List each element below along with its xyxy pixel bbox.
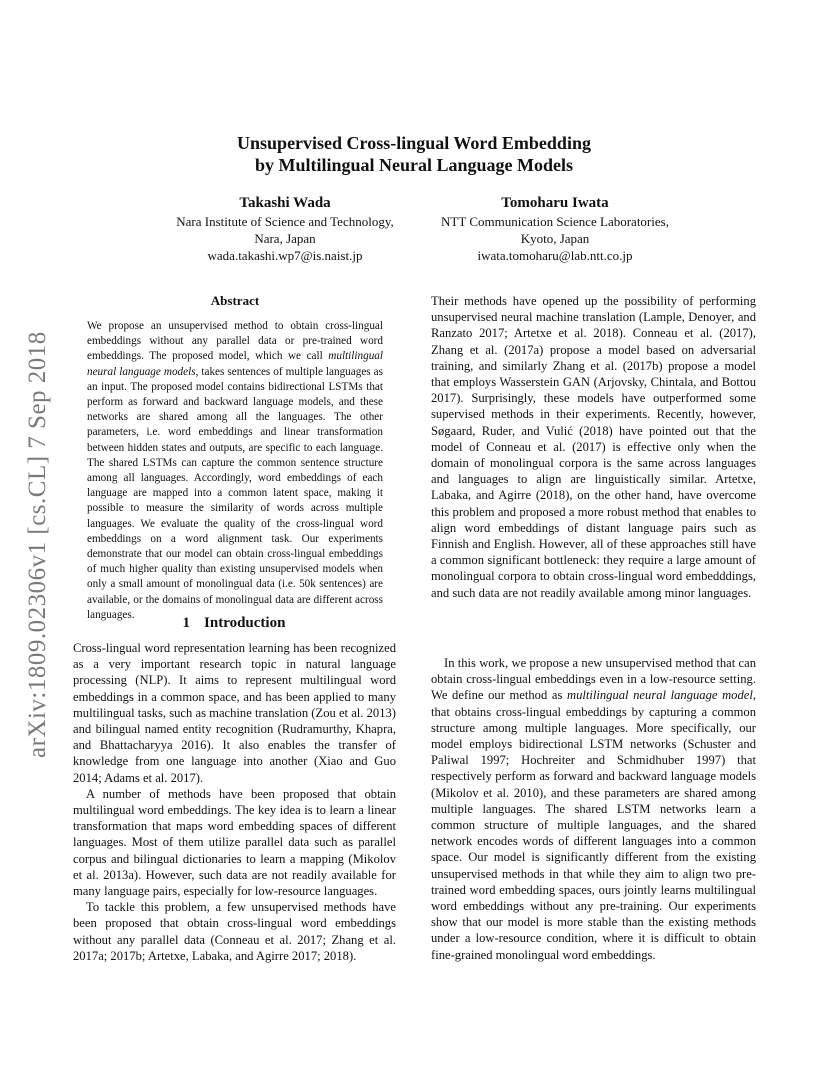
abstract-text-start: We propose an unsupervised method to obtain cross-lingual embeddings without any parallel data or pre-trained word embeddings. The proposed model, which we call (87, 320, 383, 363)
author-name: Takashi Wada (239, 195, 331, 211)
section-heading-introduction (73, 615, 395, 632)
intro-paragraph-1: Cross-lingual word representation learning has been recognized as a very important research topic in natural language processing (NLP). It aims to represent multilingual word embeddings in a common space, and has been applied to many multilingual tasks, such as machine translation (Zou et al. 2013) and bilingual named entity recognition (Rudramurthy, Khapra, and Bhattacharyya 2016). It also enables the transfer of knowledge from one language into another (Xiao and Guo 2014; Adams et al. 2017). (73, 641, 396, 785)
author-affiliation: Nara Institute of Science and Technology, (176, 214, 394, 229)
paper-title (0, 132, 828, 176)
intro-paragraph-5 (431, 655, 756, 963)
author-block-2 (390, 193, 720, 264)
paper-title-line-1: Unsupervised Cross-lingual Word Embedding (237, 133, 591, 153)
section-number: 1 (182, 615, 191, 631)
right-column-text-bottom (431, 655, 756, 963)
paper-title-line-2: by Multilingual Neural Language Models (254, 155, 574, 175)
right-column-text-top (431, 293, 756, 601)
author-affiliation: NTT Communication Science Laboratories, (441, 214, 669, 229)
abstract-body (87, 319, 383, 623)
left-column-text (73, 640, 396, 964)
author-name: Tomoharu Iwata (501, 195, 609, 211)
abstract-italic-term: multilingual neural language models (87, 350, 383, 378)
arxiv-stamp (24, 298, 54, 758)
arxiv-stamp-text: arXiv:1809.02306v1 [cs.CL] 7 Sep 2018 (24, 331, 51, 758)
section-title: Introduction (204, 615, 286, 631)
intro-paragraph-3: To tackle this problem, a few unsupervised methods have been proposed that obtain cross-lingual word embeddings without any parallel data (Conneau et al. 2017; Zhang et al. 2017a; 2017b; Artetxe, Labaka, and Agirre 2017; 2018). (73, 900, 396, 963)
author-location: Kyoto, Japan (520, 231, 590, 246)
intro-italic-term: multilingual neural language model (566, 688, 753, 703)
author-location: Nara, Japan (254, 231, 316, 246)
author-email[interactable]: iwata.tomoharu@lab.ntt.co.jp (477, 248, 633, 263)
intro-paragraph-5-start: In this work, we propose a new unsupervised method that can obtain cross-lingual embeddings even in a low-resource setting. We define our method as (431, 656, 756, 703)
abstract-heading: Abstract (210, 293, 260, 308)
intro-paragraph-4: Their methods have opened up the possibility of performing unsupervised neural machine translation (Lample, Denoyer, and Ranzato 2017; Artetxe et al. 2018). Conneau et al. (2017), Zhang et al. (2017a) propose a model based on adversarial training, and similarly Zhang et al. (2017b) propose a model that employs Wasserstein GAN (Arjovsky, Chintala, and Bottou 2017). Surprisingly, these models have outperformed some supervised methods in their experiments. Recently, however, Søgaard, Ruder, and Vulić (2018) have pointed out that the model of Conneau et al. (2017) is effective only when the domain of monolingual corpora is the same across languages and languages to align are linguistically similar. Artetxe, Labaka, and Agirre (2018), on the other hand, have overcome this problem and proposed a more robust method that enables to align word embeddings of distant language pairs such as Finnish and English. However, all of these approaches still have a common significant bottleneck: they require a large amount of monolingual corpora to obtain cross-lingual word embedddings, and such data are not readily available among minor languages. (431, 294, 756, 600)
abstract-text-end: , takes sentences of multiple languages as an input. The proposed model contains bidirectional LSTMs that perform as forward and backward language models, and these networks are shared among all the languages. The other parameters, i.e. word embeddings and linear transformation between hidden states and outputs, are specific to each language. The shared LSTMs can capture the common sentence structure among all languages. Accordingly, word embeddings of each language are mapped into a common latent space, making it possible to measure the similarity of words across multiple languages. We evaluate the quality of the cross-lingual word embeddings on a word alignment task. Our experiments demonstrate that our model can obtain cross-lingual embeddings of much higher quality than existing unsupervised models when only a small amount of monolingual data (i.e. 50k sentences) are available, or the domains of monolingual data are different across languages. (87, 365, 383, 621)
author-email[interactable]: wada.takashi.wp7@is.naist.jp (207, 248, 363, 263)
intro-paragraph-5-end: , that obtains cross-lingual embeddings by capturing a common structure among multiple languages. More specifically, our model employs bidirectional LSTM networks (Schuster and Paliwal 1997; Hochreiter and Schmidhuber 1997) that respectively perform as forward and backward language models (Mikolov et al. 2010), and these parameters are shared among multiple languages. The shared LSTM networks learn a common structure of multiple languages, and the shared network encodes words of different languages into a common space. Our model is significantly different from the existing unsupervised methods in that while they aim to align two pre-trained word embedding spaces, ours jointly learns multilingual word embeddings without any pre-training. Our experiments show that our model is more stable than the existing methods under a low-resource condition, where it is difficult to obtain fine-grained monolingual word embeddings. (431, 688, 757, 962)
intro-paragraph-2: A number of methods have been proposed that obtain multilingual word embeddings. The key idea is to learn a linear transformation that maps word embedding spaces of different languages. Most of them utilize parallel data such as parallel corpus and bilingual dictionaries to learn a mapping (Mikolov et al. 2013a). However, such data are not readily available for many language pairs, especially for low-resource languages. (73, 786, 396, 899)
